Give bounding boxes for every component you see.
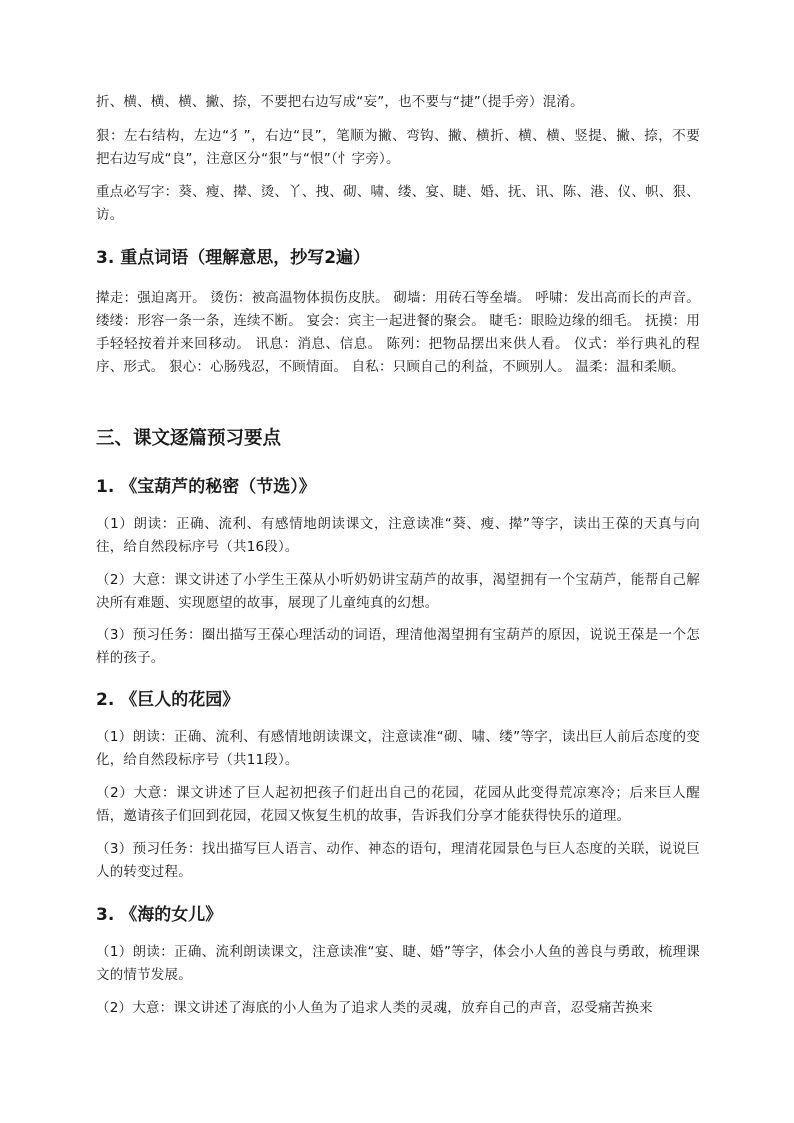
vocab-heading: 3. 重点词语（理解意思，抄写2遍） [96, 248, 371, 268]
lesson-1-heading: 1. 《宝葫芦的秘密（节选）》 [96, 477, 316, 497]
lesson-1-summary: （2）大意：课文讲述了小学生王葆从小听奶奶讲宝葫芦的故事，渴望拥有一个宝葫芦，能帮自己解决所有难题、实现愿望的故事，展现了儿童纯真的幻想。 [96, 572, 700, 611]
stroke-order-continued: 折、横、横、横、撇、捺，不要把右边写成“妄”，也不要与“捷”（提手旁）混淆。 [96, 94, 584, 110]
lesson-3-heading: 3. 《海的女儿》 [96, 905, 223, 925]
lesson-2-task: （3）预习任务：找出描写巨人语言、动作、神态的语句，理清花园景色与巨人态度的关联，说说巨人的转变过程。 [96, 841, 700, 880]
character-hen-note: 狠：左右结构，左边“犭”，右边“艮”，笔顺为撇、弯钩、撇、横折、横、横、竖提、撇、捺，不要把右边写成“良”，注意区分“狠”与“恨”（忄字旁）。 [96, 128, 700, 167]
lesson-2-summary: （2）大意：课文讲述了巨人起初把孩子们赶出自己的花园，花园从此变得荒凉寒冷；后来巨人醒悟，邀请孩子们回到花园，花园又恢复生机的故事，告诉我们分享才能获得快乐的道理。 [96, 785, 700, 824]
lesson-1-task: （3）预习任务：圈出描写王葆心理活动的词语，理清他渴望拥有宝葫芦的原因，说说王葆是一个怎样的孩子。 [96, 627, 700, 666]
lesson-1-reading: （1）朗读：正确、流利、有感情地朗读课文，注意读准“葵、瘦、撵”等字，读出王葆的天真与向往，给自然段标序号（共16段）。 [96, 516, 700, 555]
section-heading: 三、课文逐篇预习要点 [96, 428, 282, 449]
lesson-2-reading: （1）朗读：正确、流利、有感情地朗读课文，注意读准“砌、啸、缕”等字，读出巨人前后态度的变化，给自然段标序号（共11段）。 [96, 729, 700, 768]
lesson-2-heading: 2. 《巨人的花园》 [96, 690, 240, 710]
lesson-3-summary: （2）大意：课文讲述了海底的小人鱼为了追求人类的灵魂，放弃自己的声音，忍受痛苦换来 [96, 1000, 653, 1016]
key-characters-list: 重点必写字：葵、瘦、撵、烫、丫、拽、砌、啸、缕、宴、睫、婚、抚、讯、陈、港、仪、帜、狠、访。 [96, 184, 700, 223]
lesson-3-reading: （1）朗读：正确、流利朗读课文，注意读准“宴、睫、婚”等字，体会小人鱼的善良与勇敢，梳理课文的情节发展。 [96, 944, 700, 983]
vocab-definitions: 撵走：强迫离开。 烫伤：被高温物体损伤皮肤。 砌墙：用砖石等垒墙。 呼啸：发出高而长的声音。 缕缕：形容一条一条，连续不断。 宴会：宾主一起进餐的聚会。 睫毛：眼睑边缘的细毛。 抚摸：用手轻轻按着并来回移动。 讯息：消息、信息。 陈列：把物品摆出来供人看。 仪式：举行典礼的程序、形式。 狠心：心肠残忍，不顾情面。 自私：只顾自己的利益，不顾别人。 温柔：温和柔顺。 [96, 290, 700, 375]
